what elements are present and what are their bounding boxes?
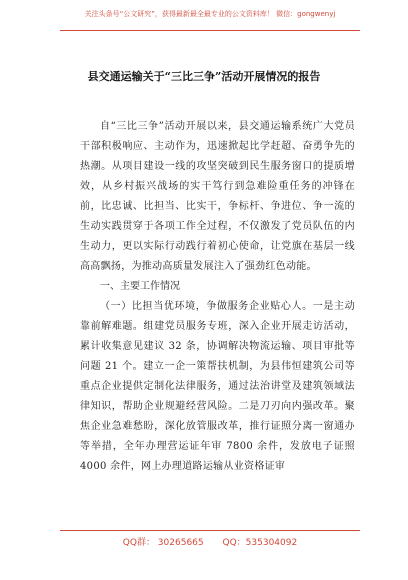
intro-paragraph: 自“三比三争”活动开展以来，县交通运输系统广大党员干部积极响应、主动作为，迅速掀起比学赶超、奋勇争先的热潮。从项目建设一线的攻坚突破到民生服务窗口的提质增效，从乡村振兴战场的实干笃行到急难险重任务的冲锋在前，比忠诚、比担当、比实干，争标杆、争进位、争一流的生动实践贯穿于各项工作全过程，不仅激发了党员队伍的内生动力，更以实际行动践行着初心使命，让党旗在基层一线高高飘扬，为推动高质量发展注入了强劲红色动能。 [80,121,355,272]
footer-qq-number: QQ：535304092 [222,538,298,548]
header-banner [60,10,360,38]
document-body [80,117,355,477]
footer-banner [60,530,360,548]
section-paragraph: （一）比担当优环境，争做服务企业贴心人。一是主动靠前解难题。组建党员服务专班，深入企业开展走访活动，累计收集意见建议 32 条，协调解决物流运输、项目审批等问题 21 个。建立一企一策帮扶机制，为县伟恒建筑公司等重点企业提供定制化法律服务，通过法治讲堂及建筑领域法律知识，帮助企业规避经营风险。二是刀刃向内强改革。聚焦企业急难愁盼，深化放管服改革，推行证照分离一窗通办等举措，全年办理营运证年审 7800 余件，发放电子证照 4000 余件，网上办理道路运输从业资格证审 [80,301,355,472]
footer-contact [60,535,360,548]
header-note: 关注头条号“公文研究”，获得最新最全最专业的公文资料库！ 微信：gongwenyj [84,10,336,18]
document-title: 县交通运输关于“三比三争”活动开展情况的报告 [87,70,321,83]
header-divider [60,30,360,31]
footer-qq-group: QQ群： 30265665 [122,538,204,548]
section-heading: 一、主要工作情况 [100,281,180,292]
footer-divider [60,530,360,531]
